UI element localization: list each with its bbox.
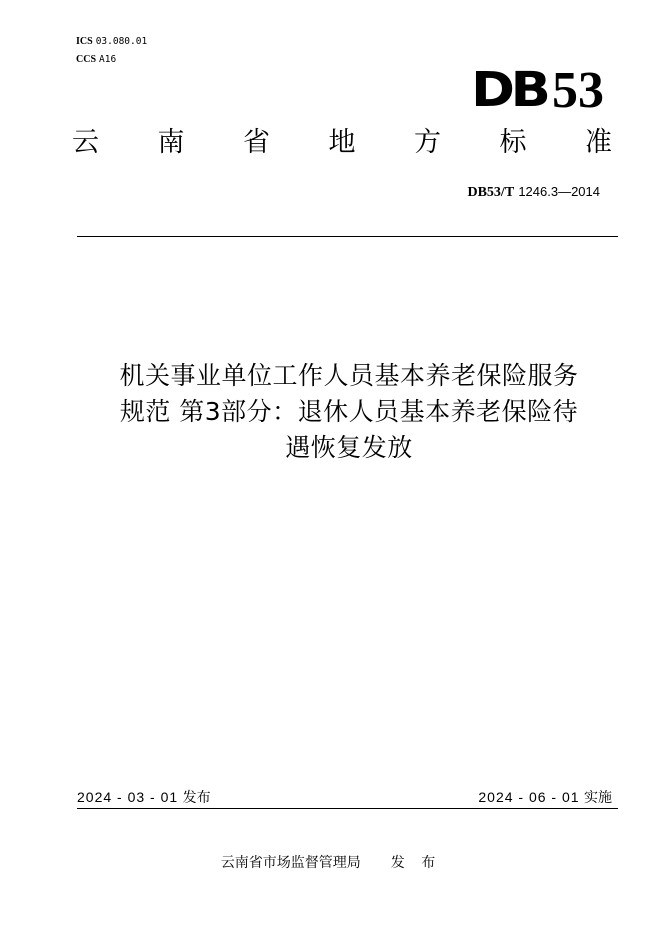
issuer-line xyxy=(0,854,662,872)
standard-number-value: 1246.3—2014 xyxy=(518,184,600,199)
db-logo xyxy=(470,62,604,119)
standard-name-char: 地 xyxy=(328,127,356,158)
effective-label: 实施 xyxy=(584,790,612,806)
ics-code xyxy=(76,35,147,49)
standard-name-char: 云 xyxy=(72,127,99,158)
ics-value: 03.080.01 xyxy=(95,36,148,47)
standard-name-char: 标 xyxy=(499,127,527,158)
issue-date: 2024 - 03 - 01 xyxy=(77,789,179,805)
standard-name-char: 准 xyxy=(585,127,612,158)
title-line-3: 遇恢复发放 xyxy=(285,433,413,462)
issue-label: 发布 xyxy=(182,790,211,806)
issue-date-block xyxy=(77,788,211,807)
effective-date-block xyxy=(478,788,612,807)
ccs-value: A16 xyxy=(99,54,117,65)
issuer-action: 发 布 xyxy=(390,855,442,871)
effective-date: 2024 - 06 - 01 xyxy=(478,789,580,805)
issuer-name: 云南省市场监督管理局 xyxy=(220,855,361,871)
title-line-1: 机关事业单位工作人员基本养老保险服务 xyxy=(119,361,579,390)
logo-number: 53 xyxy=(552,62,604,119)
document-title xyxy=(60,358,638,466)
logo-db-text: DB xyxy=(470,62,546,118)
header-divider xyxy=(77,236,618,237)
standard-name-char: 南 xyxy=(157,127,185,158)
standard-number-prefix: DB53/T xyxy=(467,185,515,200)
standard-type-title xyxy=(72,128,612,158)
standard-name-char: 省 xyxy=(243,127,270,158)
standard-number xyxy=(467,184,600,201)
footer-divider xyxy=(77,808,618,809)
ccs-label: CCS xyxy=(76,54,97,65)
standard-name-char: 方 xyxy=(414,127,441,158)
title-line-2: 规范 第3部分：退休人员基本养老保险待 xyxy=(119,397,579,426)
ics-label: ICS xyxy=(76,36,93,47)
ccs-code xyxy=(76,53,116,67)
